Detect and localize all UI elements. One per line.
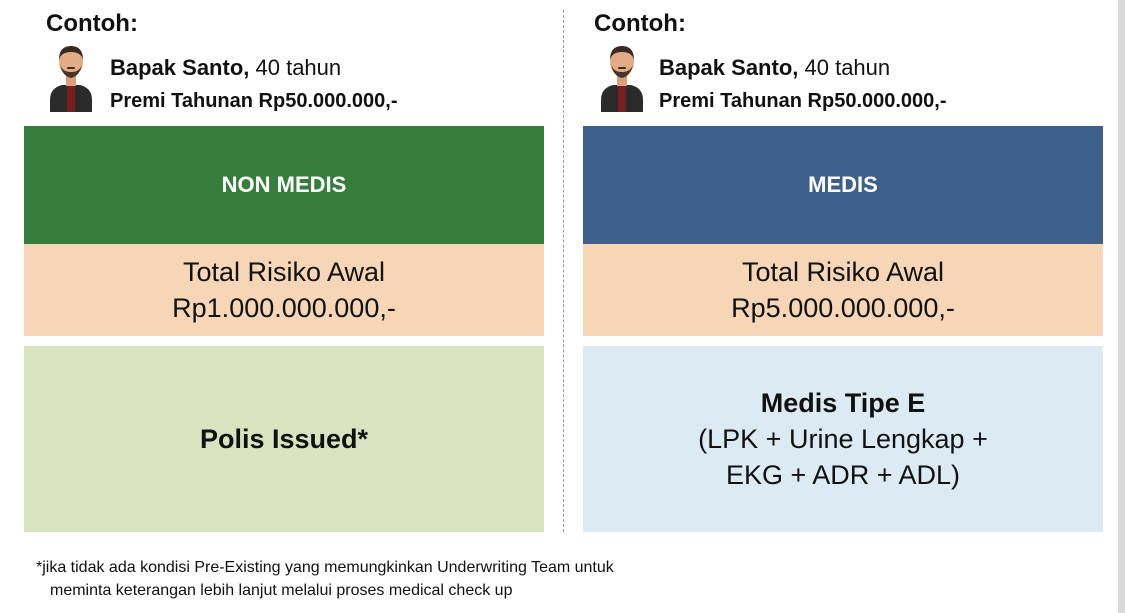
result-box (583, 346, 1103, 532)
category-header: MEDIS (583, 126, 1103, 244)
result-box (24, 346, 544, 532)
risk-value: Rp1.000.000.000,- (172, 293, 396, 323)
person-icon (599, 40, 645, 112)
person-info (110, 54, 341, 82)
result-text: Polis Issued* (199, 424, 369, 454)
risk-box (24, 244, 544, 336)
person-name: Bapak Santo, (659, 55, 799, 80)
annual-premium: Premi Tahunan Rp50.000.000,- (110, 90, 398, 112)
column-divider (563, 10, 564, 532)
footnote-line: meminta keterangan lebih lanjut melalui proses medical check up (50, 582, 513, 599)
footnote (36, 556, 614, 602)
footnote-line: *jika tidak ada kondisi Pre-Existing yang memungkinkan Underwriting Team untuk (36, 559, 614, 576)
example-heading: Contoh: (594, 10, 686, 37)
risk-label: Total Risiko Awal (741, 257, 945, 287)
person-age: 40 tahun (804, 55, 891, 80)
person-info (659, 54, 890, 82)
example-heading: Contoh: (46, 10, 138, 37)
person-age: 40 tahun (255, 55, 342, 80)
right-edge-strip (1118, 0, 1125, 613)
risk-value: Rp5.000.000.000,- (731, 293, 955, 323)
result-title: Medis Tipe E (760, 388, 926, 418)
result-line: EKG + ADR + ADL) (725, 460, 961, 490)
risk-box (583, 244, 1103, 336)
person-name: Bapak Santo, (110, 55, 250, 80)
risk-label: Total Risiko Awal (182, 257, 386, 287)
annual-premium: Premi Tahunan Rp50.000.000,- (659, 90, 947, 112)
category-header: NON MEDIS (24, 126, 544, 244)
person-icon (48, 40, 94, 112)
result-line: (LPK + Urine Lengkap + (698, 424, 988, 454)
